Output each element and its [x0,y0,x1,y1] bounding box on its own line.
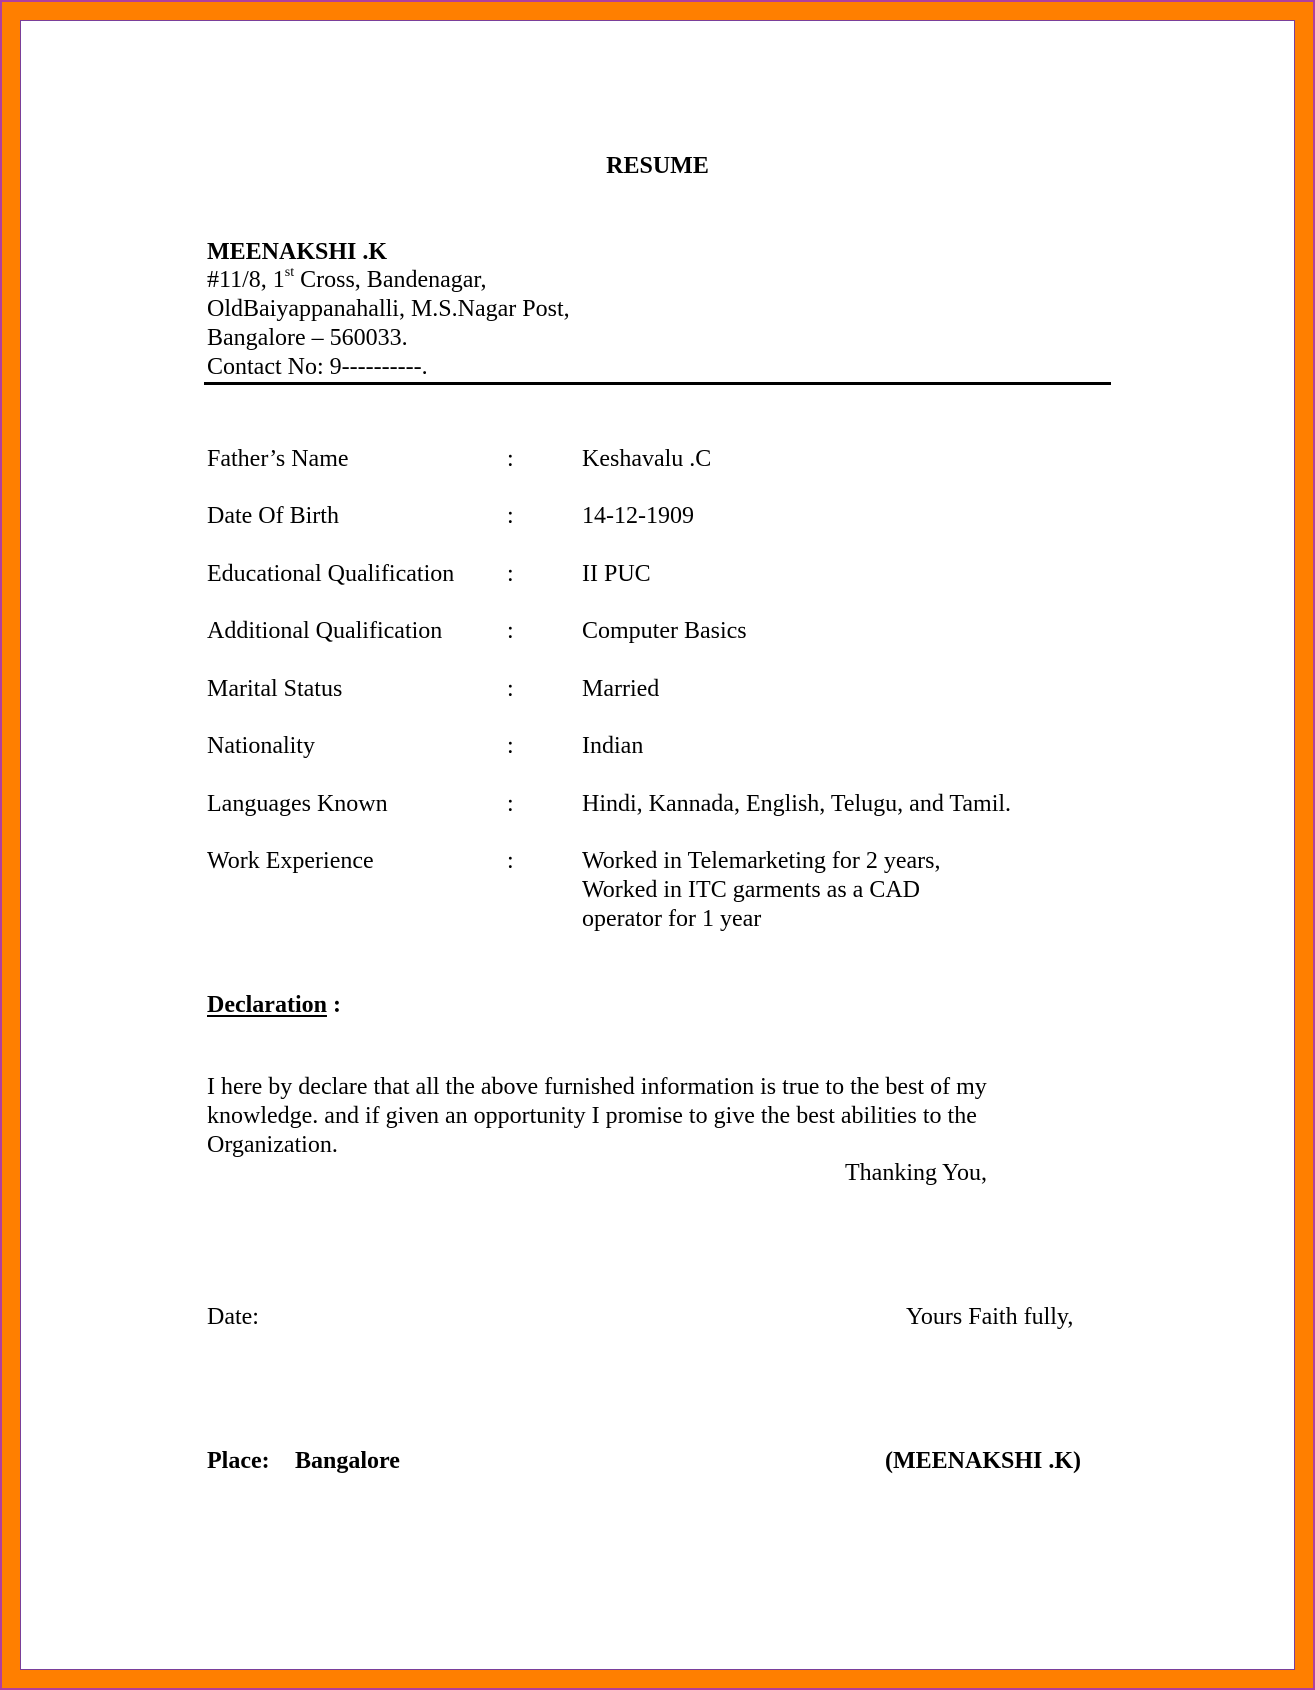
detail-value: II PUC [582,561,651,587]
resume-title: RESUME [606,153,709,179]
address-line-3: Bangalore – 560033. [207,325,408,351]
work-experience-line-2: Worked in ITC garments as a CAD [582,877,920,903]
detail-value: Keshavalu .C [582,446,712,472]
detail-value: 14-12-1909 [582,503,694,529]
declaration-line-3: Organization. [207,1132,338,1158]
address-line-1-start: #11/8, 1 [207,267,285,293]
work-experience-line-3: operator for 1 year [582,906,762,932]
detail-value: Hindi, Kannada, English, Telugu, and Tamil. [582,791,1012,817]
detail-value: Computer Basics [582,618,747,644]
declaration-line-1: I here by declare that all the above furnished information is true to the best of my [207,1074,987,1100]
detail-colon: : [507,676,514,702]
signature-name: (MEENAKSHI .K) [885,1448,1082,1474]
detail-label: Date Of Birth [207,503,339,529]
declaration-heading-text: Declaration [207,992,327,1018]
detail-colon: : [507,733,514,759]
detail-label: Nationality [207,733,315,759]
declaration-heading-colon: : [326,992,341,1018]
address-line-1-end: Cross, Bandenagar, [294,267,487,293]
detail-label: Marital Status [207,676,343,702]
detail-label: Languages Known [207,791,388,817]
detail-value: Married [582,676,660,702]
declaration-line-2: knowledge. and if given an opportunity I promise to give the best abilities to the [207,1103,977,1129]
contact-number: Contact No: 9----------. [207,354,428,380]
address-line-2: OldBaiyappanahalli, M.S.Nagar Post, [207,296,570,322]
detail-label: Additional Qualification [207,618,443,644]
detail-colon: : [507,791,514,817]
address-line-1 [207,266,486,294]
detail-label: Father’s Name [207,446,349,472]
thanking-text: Thanking You, [845,1160,988,1186]
detail-colon: : [507,446,514,472]
closing-text: Yours Faith fully, [906,1304,1074,1330]
header-divider [204,382,1111,385]
detail-colon: : [507,848,514,874]
detail-colon: : [507,561,514,587]
address-line-1-sup: st [284,265,295,280]
date-label: Date: [207,1304,259,1330]
detail-label: Educational Qualification [207,561,455,587]
detail-colon: : [507,503,514,529]
detail-label: Work Experience [207,848,374,874]
place-value: Bangalore [295,1448,400,1474]
candidate-name: MEENAKSHI .K [207,239,388,265]
detail-colon: : [507,618,514,644]
declaration-heading [207,991,341,1019]
place-label: Place: [207,1448,270,1474]
detail-value: Indian [582,733,644,759]
work-experience-line-1: Worked in Telemarketing for 2 years, [582,848,941,874]
